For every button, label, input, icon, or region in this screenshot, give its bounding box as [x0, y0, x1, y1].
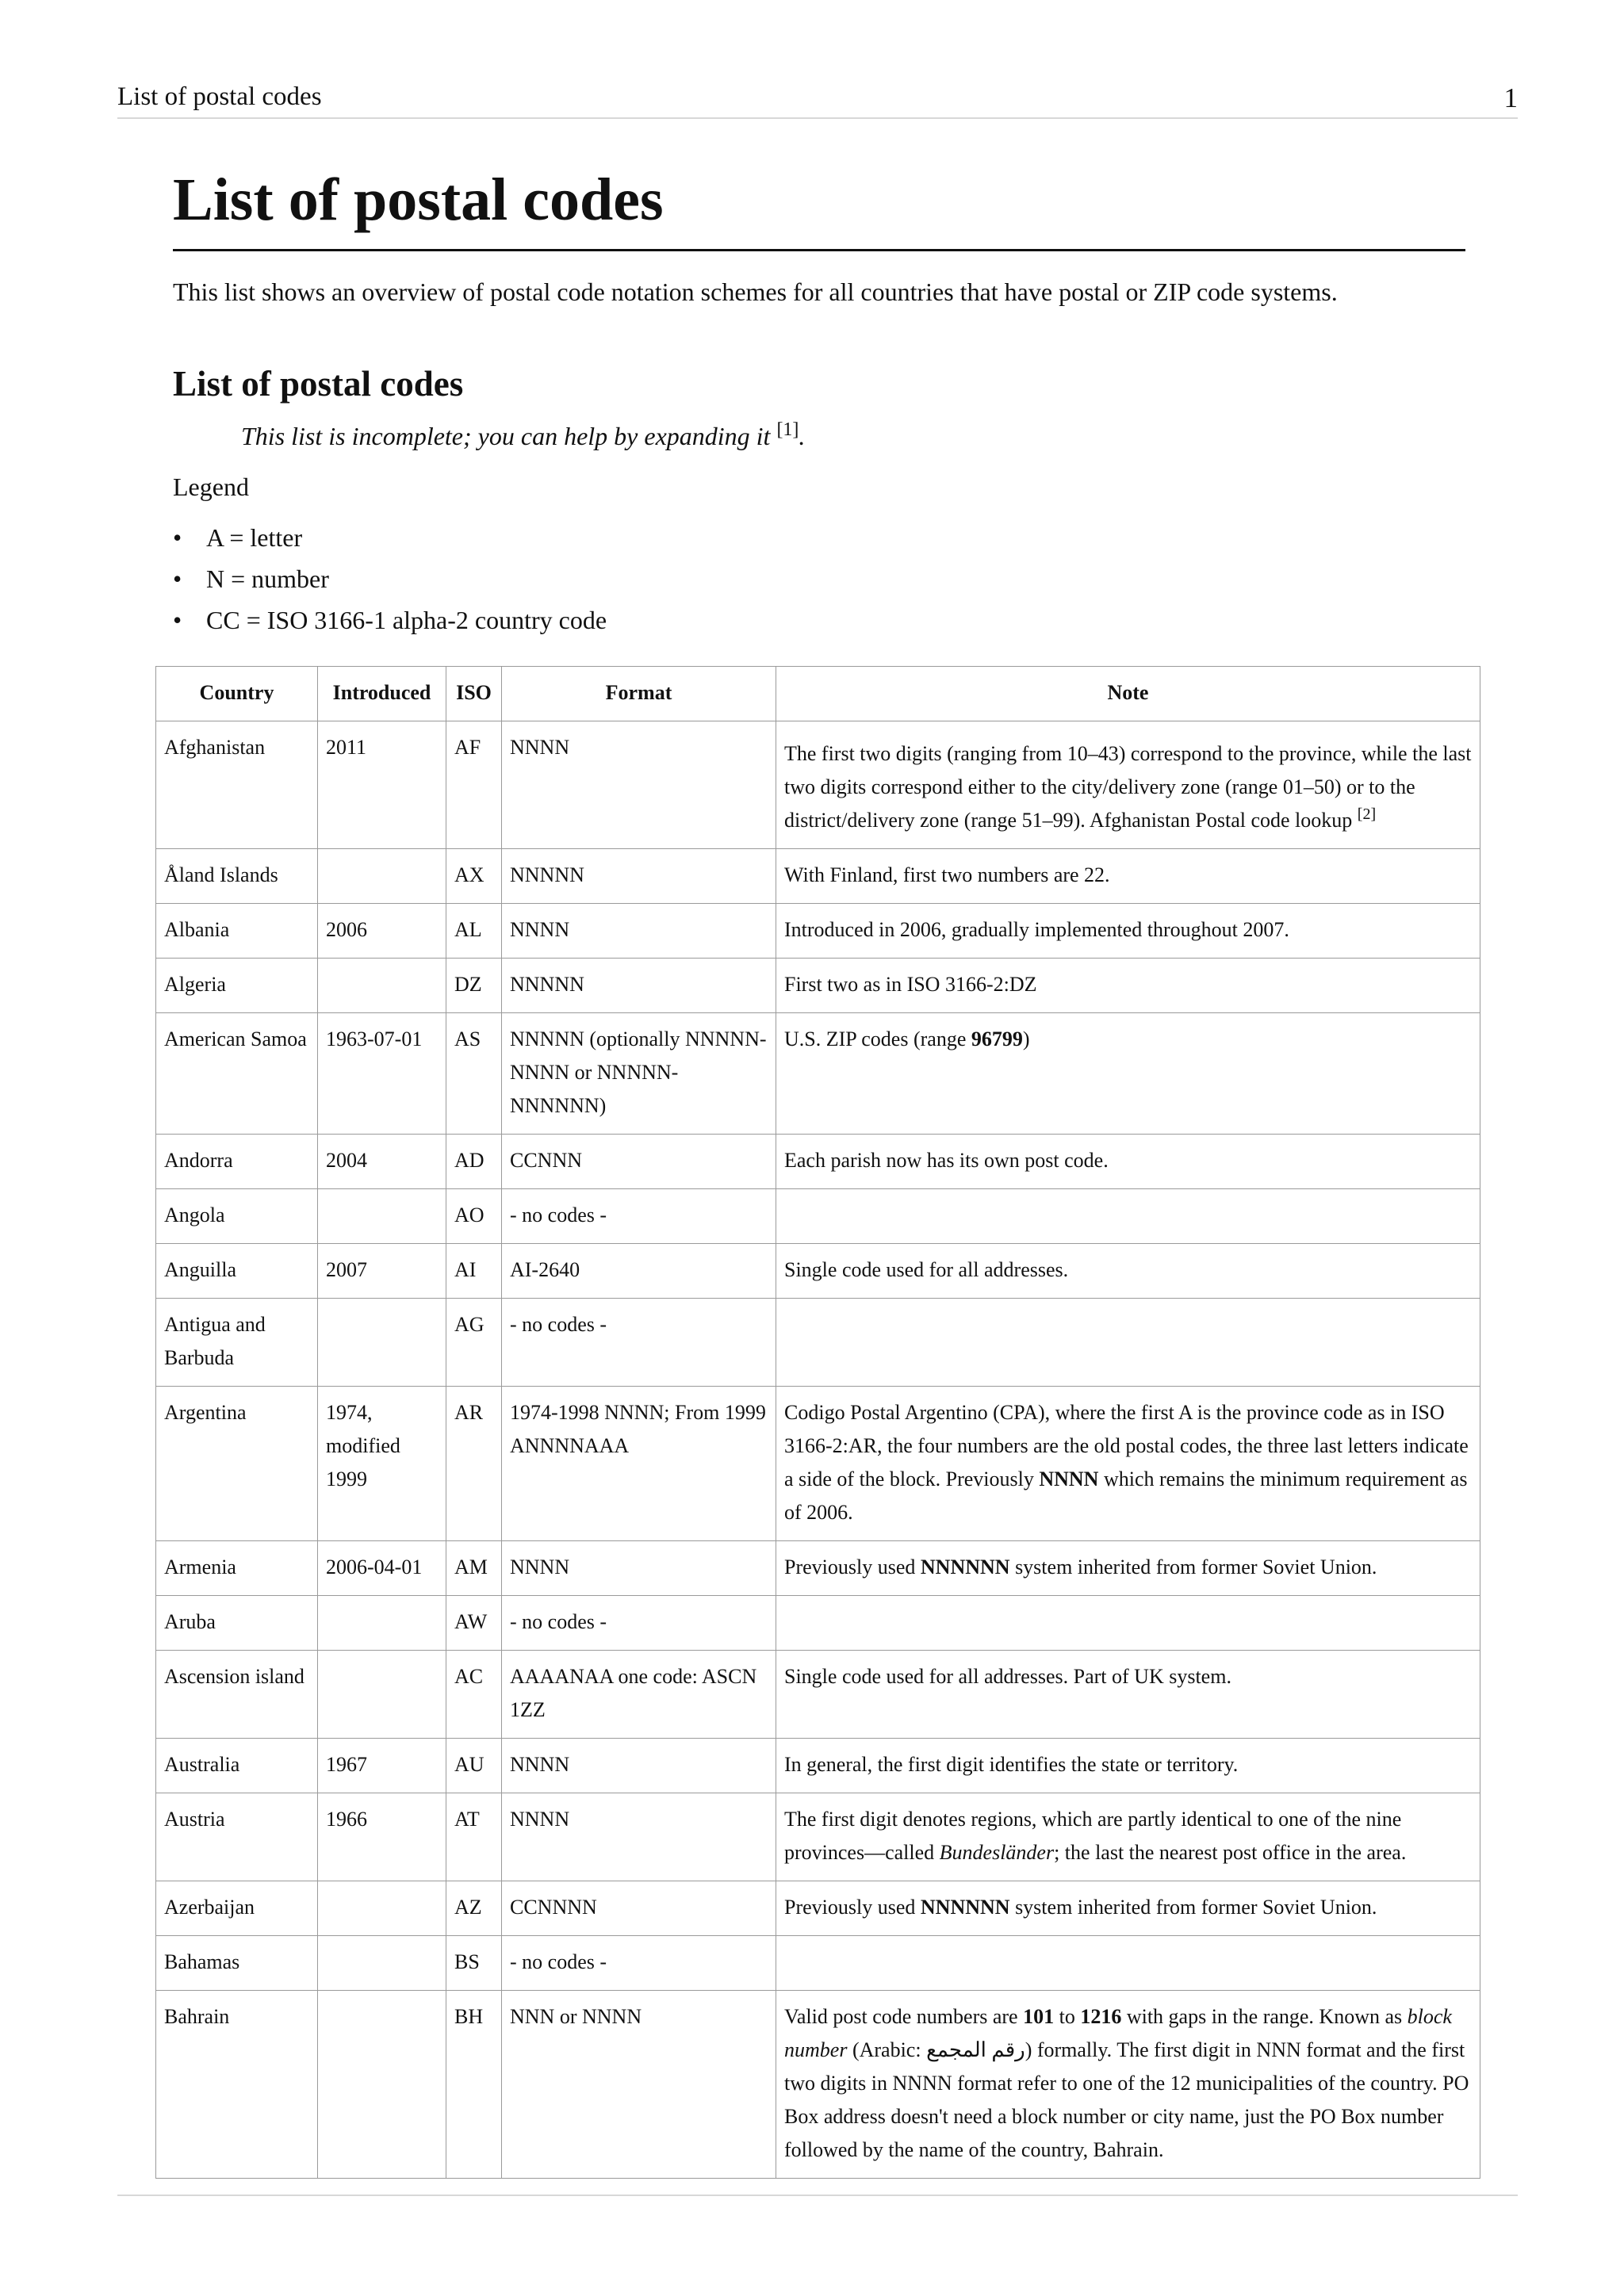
- cell-iso: DZ: [446, 959, 502, 1013]
- cell-format: CCNNNN: [502, 1881, 776, 1936]
- cell-format: - no codes -: [502, 1299, 776, 1387]
- cell-country: Anguilla: [156, 1244, 318, 1299]
- reference-link-1[interactable]: [1]: [776, 419, 799, 440]
- table-row: [156, 1541, 1480, 1596]
- header-introduced: Introduced: [318, 667, 446, 721]
- cell-iso: BH: [446, 1991, 502, 2179]
- cell-note: [776, 1596, 1480, 1651]
- cell-introduced: [318, 959, 446, 1013]
- cell-introduced: 1963-07-01: [318, 1013, 446, 1135]
- bullet-icon: •: [173, 523, 182, 552]
- cell-introduced: 2006: [318, 904, 446, 959]
- note-bold-text: 101: [1023, 2005, 1055, 2028]
- note-bold-text: NNNNNN: [920, 1896, 1010, 1919]
- cell-note: First two as in ISO 3166-2:DZ: [776, 959, 1480, 1013]
- cell-introduced: [318, 1189, 446, 1244]
- header-note: Note: [776, 667, 1480, 721]
- cell-iso: AT: [446, 1793, 502, 1881]
- cell-introduced: [318, 1936, 446, 1991]
- header-country: Country: [156, 667, 318, 721]
- cell-note: Introduced in 2006, gradually implemented throughout 2007.: [776, 904, 1480, 959]
- cell-format: CCNNN: [502, 1135, 776, 1189]
- legend-item: [173, 599, 607, 641]
- cell-iso: AS: [446, 1013, 502, 1135]
- cell-iso: AD: [446, 1135, 502, 1189]
- note-text: system inherited from former Soviet Union.: [1009, 1556, 1377, 1578]
- table-row: [156, 1991, 1480, 2179]
- cell-introduced: 2006-04-01: [318, 1541, 446, 1596]
- cell-introduced: 2007: [318, 1244, 446, 1299]
- cell-introduced: 2011: [318, 721, 446, 849]
- cell-note: In general, the first digit identifies the state or territory.: [776, 1739, 1480, 1793]
- table-row: [156, 1013, 1480, 1135]
- cell-introduced: [318, 1651, 446, 1739]
- cell-introduced: [318, 1991, 446, 2179]
- cell-note: [776, 1541, 1480, 1596]
- reference-link-2[interactable]: [2]: [1357, 806, 1377, 823]
- table-row: [156, 1596, 1480, 1651]
- note-text: to: [1054, 2005, 1081, 2028]
- cell-format: NNNN: [502, 1739, 776, 1793]
- cell-iso: AX: [446, 849, 502, 904]
- bullet-icon: •: [173, 564, 182, 593]
- intro-paragraph: This list shows an overview of postal code notation schemes for all countries that have postal or ZIP code systems.: [173, 277, 1338, 306]
- cell-note: [776, 721, 1480, 849]
- note-text: Previously used: [784, 1896, 921, 1919]
- cell-note: Single code used for all addresses.: [776, 1244, 1480, 1299]
- incomplete-note-end: .: [799, 422, 806, 450]
- legend-item: [173, 517, 607, 558]
- note-text: The first two digits (ranging from 10–43) correspond to the province, while the last two digits correspond either to the city/delivery zone (range 01–50) or to the district/delivery zone (range 51–99). Afghanistan Postal code lookup: [784, 742, 1472, 832]
- postal-codes-table: [155, 666, 1480, 2179]
- table-row: [156, 1881, 1480, 1936]
- cell-introduced: [318, 1299, 446, 1387]
- table-row: [156, 1299, 1480, 1387]
- note-bold-text: NNNN: [1039, 1468, 1099, 1490]
- cell-note: [776, 1013, 1480, 1135]
- cell-introduced: 1974, modified 1999: [318, 1387, 446, 1541]
- cell-format: AI-2640: [502, 1244, 776, 1299]
- cell-note: [776, 1793, 1480, 1881]
- cell-format: - no codes -: [502, 1189, 776, 1244]
- table-row: [156, 904, 1480, 959]
- cell-introduced: [318, 1596, 446, 1651]
- cell-introduced: 1967: [318, 1739, 446, 1793]
- note-text: (Arabic: رقم المجمع) formally. The first digit in NNN format and the first two digits in NNNN format refer to one of the 12 municipalities of the country. PO Box address doesn't need a block number or city name, just the PO Box number followed by the name of the country, Bahrain.: [784, 2038, 1469, 2161]
- cell-iso: AR: [446, 1387, 502, 1541]
- cell-format: NNNNN: [502, 849, 776, 904]
- note-text: which remains the minimum requirement as of 2006.: [784, 1468, 1468, 1524]
- legend-list: [173, 517, 607, 641]
- cell-introduced: 1966: [318, 1793, 446, 1881]
- legend-label: Legend: [173, 473, 249, 501]
- note-text: ): [1022, 1027, 1030, 1050]
- table-row: [156, 721, 1480, 849]
- note-text: Codigo Postal Argentino (CPA), where the first A is the province code as in ISO 3166-2:AR, the four numbers are the old postal codes, the three last letters indicate a side of the block. Previously: [784, 1401, 1469, 1490]
- table-row: [156, 1135, 1480, 1189]
- cell-note: Each parish now has its own post code.: [776, 1135, 1480, 1189]
- cell-note: [776, 1387, 1480, 1541]
- cell-country: American Samoa: [156, 1013, 318, 1135]
- page-title: List of postal codes: [173, 160, 1465, 251]
- cell-country: Albania: [156, 904, 318, 959]
- footer-rule: [117, 2195, 1518, 2196]
- cell-country: Ascension island: [156, 1651, 318, 1739]
- note-text: with gaps in the range. Known as: [1121, 2005, 1408, 2028]
- cell-country: Argentina: [156, 1387, 318, 1541]
- legend-item-text: CC = ISO 3166-1 alpha-2 country code: [206, 606, 607, 634]
- cell-note: [776, 1299, 1480, 1387]
- running-header: [117, 79, 1518, 119]
- cell-format: NNN or NNNN: [502, 1991, 776, 2179]
- bullet-icon: •: [173, 606, 182, 634]
- note-text: system inherited from former Soviet Union.: [1009, 1896, 1377, 1919]
- legend-item-text: N = number: [206, 564, 329, 593]
- legend-item: [173, 558, 607, 599]
- cell-note: [776, 1881, 1480, 1936]
- cell-country: Bahamas: [156, 1936, 318, 1991]
- note-bold-text: 96799: [971, 1027, 1023, 1050]
- cell-note: With Finland, first two numbers are 22.: [776, 849, 1480, 904]
- table-header-row: [156, 667, 1480, 721]
- section-heading: List of postal codes: [173, 364, 464, 404]
- note-text: Previously used: [784, 1556, 921, 1578]
- cell-country: Australia: [156, 1739, 318, 1793]
- cell-format: NNNN: [502, 1793, 776, 1881]
- cell-format: NNNN: [502, 721, 776, 849]
- cell-iso: AI: [446, 1244, 502, 1299]
- cell-format: NNNN: [502, 904, 776, 959]
- cell-iso: AG: [446, 1299, 502, 1387]
- incomplete-note-text: This list is incomplete; you can help by expanding it: [241, 422, 771, 450]
- cell-note: [776, 1189, 1480, 1244]
- note-bold-text: 1216: [1080, 2005, 1122, 2028]
- cell-country: Bahrain: [156, 1991, 318, 2179]
- table-row: [156, 959, 1480, 1013]
- cell-country: Åland Islands: [156, 849, 318, 904]
- cell-iso: AU: [446, 1739, 502, 1793]
- cell-format: 1974-1998 NNNN; From 1999 ANNNNAAA: [502, 1387, 776, 1541]
- cell-note: Single code used for all addresses. Part of UK system.: [776, 1651, 1480, 1739]
- cell-format: - no codes -: [502, 1936, 776, 1991]
- table-row: [156, 1936, 1480, 1991]
- note-text: Valid post code numbers are: [784, 2005, 1024, 2028]
- note-text: ; the last the nearest post office in the area.: [1054, 1841, 1407, 1864]
- note-text: U.S. ZIP codes (range: [784, 1027, 971, 1050]
- cell-country: Algeria: [156, 959, 318, 1013]
- cell-iso: BS: [446, 1936, 502, 1991]
- note-bold-text: NNNNNN: [920, 1556, 1010, 1578]
- cell-country: Austria: [156, 1793, 318, 1881]
- table-row: [156, 1189, 1480, 1244]
- cell-country: Afghanistan: [156, 721, 318, 849]
- table-row: [156, 1244, 1480, 1299]
- cell-iso: AO: [446, 1189, 502, 1244]
- cell-iso: AC: [446, 1651, 502, 1739]
- note-text: The first digit denotes regions, which are partly identical to one of the nine provinces—called: [784, 1808, 1402, 1864]
- table-row: [156, 1739, 1480, 1793]
- cell-introduced: [318, 849, 446, 904]
- cell-country: Azerbaijan: [156, 1881, 318, 1936]
- cell-country: Angola: [156, 1189, 318, 1244]
- header-iso: ISO: [446, 667, 502, 721]
- cell-country: Aruba: [156, 1596, 318, 1651]
- cell-iso: AL: [446, 904, 502, 959]
- cell-iso: AF: [446, 721, 502, 849]
- cell-country: Armenia: [156, 1541, 318, 1596]
- cell-note: [776, 1936, 1480, 1991]
- cell-iso: AM: [446, 1541, 502, 1596]
- cell-country: Andorra: [156, 1135, 318, 1189]
- cell-note: [776, 1991, 1480, 2179]
- cell-format: AAAANAA one code: ASCN 1ZZ: [502, 1651, 776, 1739]
- cell-format: NNNNN (optionally NNNNN-NNNN or NNNNN-NNNNNN): [502, 1013, 776, 1135]
- header-format: Format: [502, 667, 776, 721]
- table-row: [156, 1387, 1480, 1541]
- cell-iso: AZ: [446, 1881, 502, 1936]
- cell-country: Antigua and Barbuda: [156, 1299, 318, 1387]
- running-header-title: List of postal codes: [117, 82, 322, 111]
- table-row: [156, 1793, 1480, 1881]
- cell-format: NNNNN: [502, 959, 776, 1013]
- cell-format: NNNN: [502, 1541, 776, 1596]
- legend-item-text: A = letter: [206, 523, 303, 552]
- table-row: [156, 1651, 1480, 1739]
- cell-introduced: [318, 1881, 446, 1936]
- incomplete-list-note: [241, 418, 805, 454]
- cell-format: - no codes -: [502, 1596, 776, 1651]
- cell-introduced: 2004: [318, 1135, 446, 1189]
- cell-iso: AW: [446, 1596, 502, 1651]
- note-italic-text: block number: [784, 2005, 1452, 2061]
- note-italic-text: Bundesländer: [939, 1841, 1055, 1864]
- page-number: 1: [1503, 82, 1518, 113]
- table-row: [156, 849, 1480, 904]
